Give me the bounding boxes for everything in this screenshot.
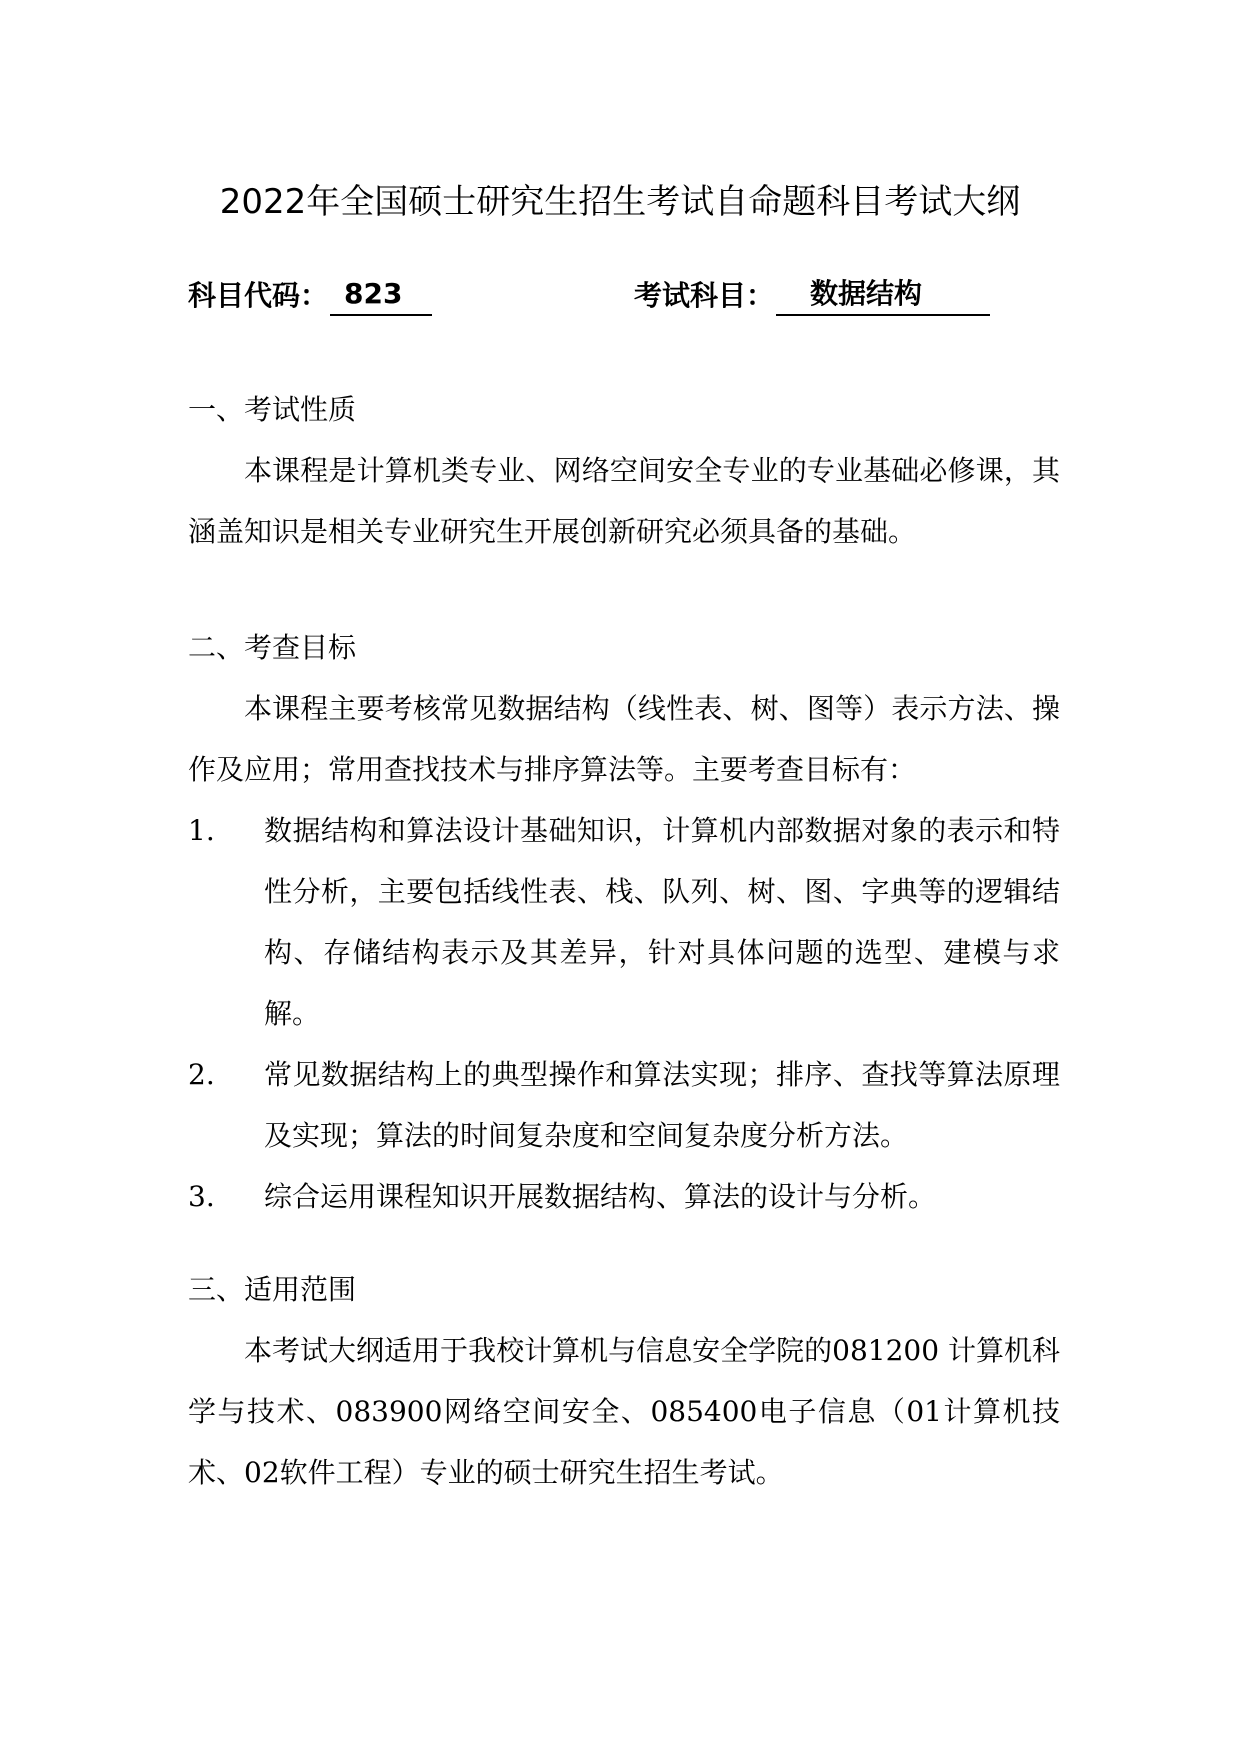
subject-code-label: 科目代码： [188, 279, 329, 312]
exam-subject-value: 数据结构 [776, 274, 990, 316]
list-item-text: 常见数据结构上的典型操作和算法实现；排序、查找等算法原理及实现；算法的时间复杂度和空间复杂度分析方法。 [264, 1058, 1060, 1152]
subject-info-row [188, 274, 1088, 318]
list-item-text: 综合运用课程知识开展数据结构、算法的设计与分析。 [264, 1180, 937, 1213]
section-paragraph-scope: 本考试大纲适用于我校计算机与信息安全学院的081200 计算机科学与技术、083900网络空间安全、085400电子信息（01计算机技术、02软件工程）专业的硕士研究生招生考试。 [188, 1334, 1060, 1489]
list-item-number: 2. [188, 1058, 215, 1091]
section-heading-objectives: 二、考查目标 [188, 631, 357, 664]
section-heading-scope: 三、适用范围 [188, 1273, 357, 1306]
list-item-number: 1. [188, 814, 215, 847]
exam-subject-label: 考试科目： [634, 279, 775, 312]
list-item-text: 数据结构和算法设计基础知识，计算机内部数据对象的表示和特性分析，主要包括线性表、栈、队列、树、图、字典等的逻辑结构、存储结构表示及其差异，针对具体问题的选型、建模与求解。 [264, 814, 1060, 1030]
list-item-number: 3. [188, 1180, 215, 1213]
section-paragraph-objectives: 本课程主要考核常见数据结构（线性表、树、图等）表示方法、操作及应用；常用查找技术与排序算法等。主要考查目标有： [188, 692, 1060, 786]
subject-code-value: 823 [330, 274, 432, 316]
section-heading-nature: 一、考试性质 [188, 393, 357, 426]
section-paragraph-nature: 本课程是计算机类专业、网络空间安全专业的专业基础必修课，其涵盖知识是相关专业研究生开展创新研究必须具备的基础。 [188, 454, 1060, 548]
document-title: 2022年全国硕士研究生招生考试自命题科目考试大纲 [219, 182, 1021, 222]
